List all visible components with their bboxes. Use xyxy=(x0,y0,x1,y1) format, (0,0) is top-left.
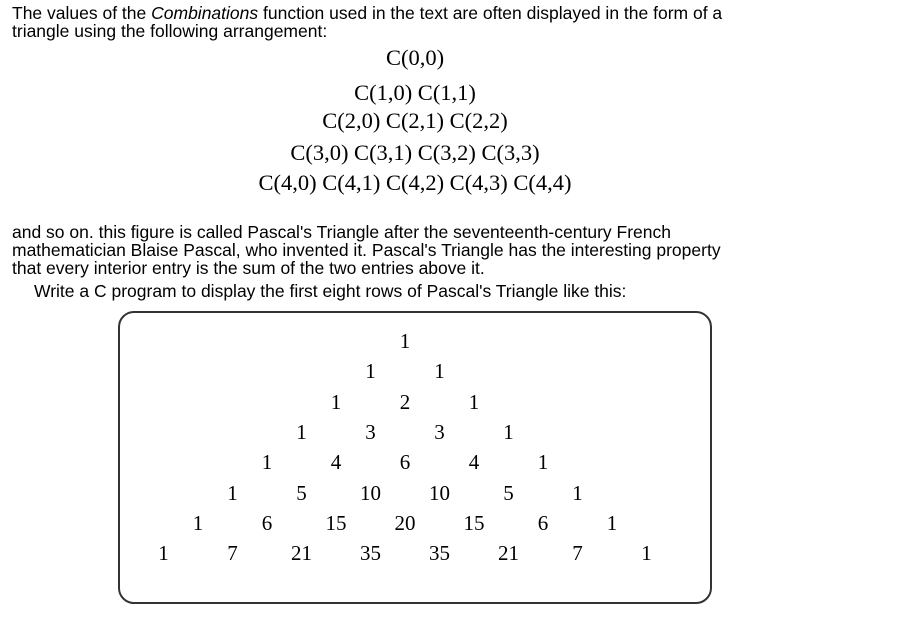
pascal-description xyxy=(12,223,892,277)
intro-paragraph xyxy=(12,4,892,40)
intro-emphasis: Combinations xyxy=(151,3,259,23)
intro-text-end: function used in the text are often displayed in the form of a xyxy=(258,3,723,23)
pascal-entry: 20 xyxy=(394,510,416,535)
pascal-entry: 7 xyxy=(227,541,238,566)
combination-row: C(1,0) C(1,1) xyxy=(354,80,476,105)
pascal-entry: 6 xyxy=(399,450,411,475)
pascal-entry: 15 xyxy=(325,510,347,535)
combination-row: C(0,0) xyxy=(385,45,445,70)
pascal-entry: 3 xyxy=(434,419,445,444)
combination-row: C(3,0) C(3,1) C(3,2) C(3,3) xyxy=(290,140,540,165)
description-line: that every interior entry is the sum of the two entries above it. xyxy=(12,258,485,278)
pascal-entry: 10 xyxy=(429,480,450,505)
task-statement: Write a C program to display the first eight rows of Pascal's Triangle like this: xyxy=(34,281,627,301)
pascal-entry: 35 xyxy=(429,541,450,566)
description-line: and so on. this figure is called Pascal's Triangle after the seventeenth-century French xyxy=(12,222,671,242)
pascal-entry: 5 xyxy=(503,480,514,505)
pascal-entry: 15 xyxy=(463,510,485,535)
pascal-entry: 1 xyxy=(365,359,376,384)
pascal-entry: 4 xyxy=(330,450,342,475)
pascal-entry: 1 xyxy=(192,510,204,535)
pascal-entry: 1 xyxy=(468,389,480,414)
pascal-entry: 1 xyxy=(606,510,618,535)
pascal-entry: 1 xyxy=(572,480,583,505)
pascal-entry: 6 xyxy=(261,510,273,535)
pascal-entry: 21 xyxy=(291,541,312,566)
pascal-entry: 6 xyxy=(537,510,549,535)
pascal-triangle-box xyxy=(118,311,712,604)
pascal-entry: 2 xyxy=(399,389,411,414)
intro-line-2: triangle using the following arrangement: xyxy=(12,21,328,41)
pascal-entry: 1 xyxy=(399,329,411,353)
pascal-entry: 4 xyxy=(468,450,480,475)
combination-row: C(2,0) C(2,1) C(2,2) xyxy=(322,108,508,133)
pascal-entry: 1 xyxy=(537,450,549,475)
pascal-entry: 3 xyxy=(365,419,376,444)
pascal-entry: 21 xyxy=(498,541,519,566)
pascal-entry: 1 xyxy=(158,541,169,566)
pascal-entry: 1 xyxy=(227,480,238,505)
pascal-entry: 5 xyxy=(296,480,307,505)
pascal-entry: 35 xyxy=(360,541,381,566)
description-line: mathematician Blaise Pascal, who invented it. Pascal's Triangle has the interesting property xyxy=(12,240,721,260)
pascal-entry: 7 xyxy=(572,541,583,566)
pascal-entry: 1 xyxy=(261,450,273,475)
pascal-entry: 1 xyxy=(641,541,652,566)
intro-text-start: The values of the xyxy=(12,3,152,23)
pascal-entry: 1 xyxy=(434,359,445,384)
pascal-entry: 10 xyxy=(360,480,381,505)
combination-row: C(4,0) C(4,1) C(4,2) C(4,3) C(4,4) xyxy=(258,170,572,195)
pascal-entry: 1 xyxy=(330,389,342,414)
pascal-entry: 1 xyxy=(503,419,514,444)
pascal-entry: 1 xyxy=(296,419,307,444)
